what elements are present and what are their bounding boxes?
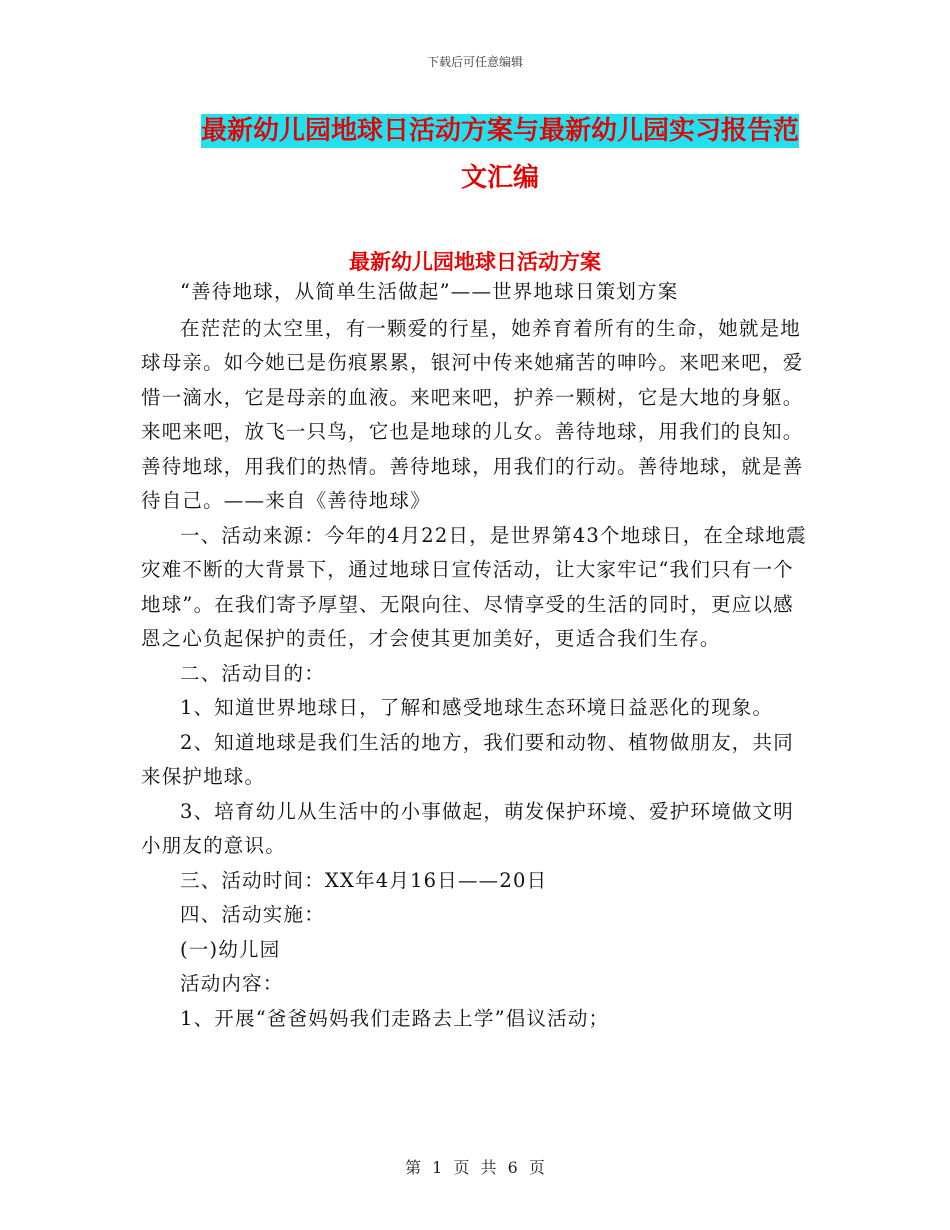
paragraph-goal-3: 3、培育幼儿从生活中的小事做起，萌发保护环境、爱护环境做文明小朋友的意识。 — [141, 799, 794, 857]
document-body — [141, 275, 813, 1036]
page-number: 第 1 页 共 6 页 — [405, 1158, 545, 1177]
paragraph-content-1: 1、开展“爸爸妈妈我们走路去上学”倡议活动； — [180, 1006, 610, 1030]
paragraph-goal-2: 2、知道地球是我们生活的地方，我们要和动物、植物做朋友，共同来保护地球。 — [141, 730, 794, 788]
document-title — [140, 108, 860, 202]
paragraph-goal-1: 1、知道世界地球日，了解和感受地球生态环境日益恶化的现象。 — [180, 696, 774, 719]
paragraph-implementation-heading: 四、活动实施： — [180, 903, 325, 926]
document-title-line1: 最新幼儿园地球日活动方案与最新幼儿园实习报告范 — [200, 116, 799, 146]
paragraph-intro: 在茫茫的太空里，有一颗爱的行星，她养育着所有的生命，她就是地球母亲。如今她已是伤痕累累，银河中传来她痛苦的呻吟。来吧来吧，爱惜一滴水，它是母亲的血液。来吧来吧，护养一颗树，它是大地的身躯。来吧来吧，放飞一只鸟，它也是地球的儿女。善待地球，用我们的良知。善待地球，用我们的热情。善待地球，用我们的行动。善待地球，就是善待自己。——来自《善待地球》 — [141, 316, 804, 512]
paragraph-activity-source: 一、活动来源：今年的4月22日，是世界第43个地球日，在全球地震灾难不断的大背景下，通过地球日宣传活动，让大家牢记“我们只有一个地球”。在我们寄予厚望、无限向往、尽情享受的生活的同时，更应以感恩之心负起保护的责任，才会使其更加美好，更适合我们生存。 — [141, 523, 807, 650]
section-title: 最新幼儿园地球日活动方案 — [349, 250, 601, 274]
section-subtitle: “善待地球，从简单生活做起”——世界地球日策划方案 — [180, 280, 679, 303]
paragraph-activity-time: 三、活动时间：XX年4月16日——20日 — [180, 868, 548, 892]
header-note: 下载后可任意编辑 — [426, 55, 523, 69]
paragraph-goals-heading: 二、活动目的： — [180, 661, 325, 685]
paragraph-kindergarten-heading: (一)幼儿园 — [180, 937, 281, 961]
paragraph-content-heading: 活动内容： — [180, 972, 284, 995]
document-title-line2: 文汇编 — [460, 163, 539, 193]
